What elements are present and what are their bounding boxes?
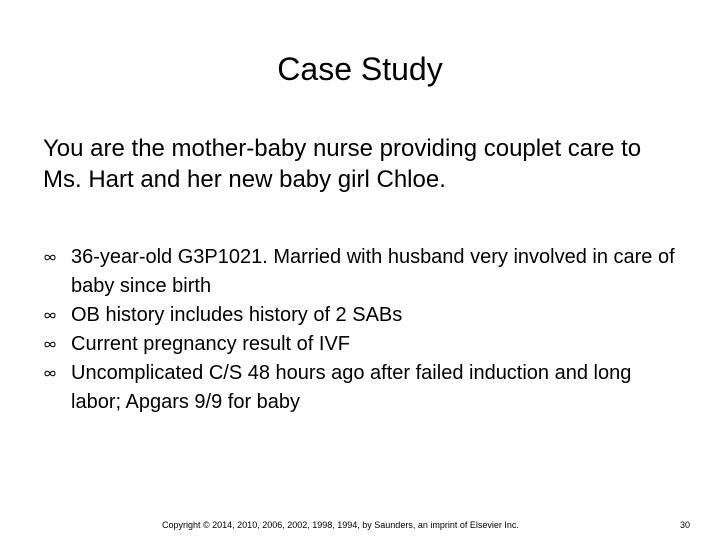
infinity-bullet-icon <box>44 330 58 359</box>
infinity-bullet-icon <box>44 359 58 388</box>
bullet-text: Current pregnancy result of IVF <box>71 333 351 355</box>
bullet-text: 36-year-old G3P1021. Married with husband very involved in care of baby since birth <box>71 246 675 297</box>
bullet-text: OB history includes history of 2 SABs <box>71 304 403 326</box>
page-number: 30 <box>680 520 691 530</box>
infinity-bullet-icon <box>44 243 58 272</box>
bullet-item <box>44 301 684 330</box>
bullet-item <box>44 359 684 417</box>
bullet-item <box>44 330 684 359</box>
infinity-bullet-icon <box>44 301 58 330</box>
bullet-list <box>44 243 684 417</box>
footer-copyright: Copyright © 2014, 2010, 2006, 2002, 1998, 1994, by Saunders, an imprint of Elsevier Inc. <box>162 520 519 530</box>
intro-paragraph: You are the mother-baby nurse providing couplet care to Ms. Hart and her new baby girl Chloe. <box>43 135 642 193</box>
bullet-item <box>44 243 684 301</box>
bullet-text: Uncomplicated C/S 48 hours ago after failed induction and long labor; Apgars 9/9 for baby <box>71 362 632 413</box>
slide-title: Case Study <box>277 51 443 87</box>
